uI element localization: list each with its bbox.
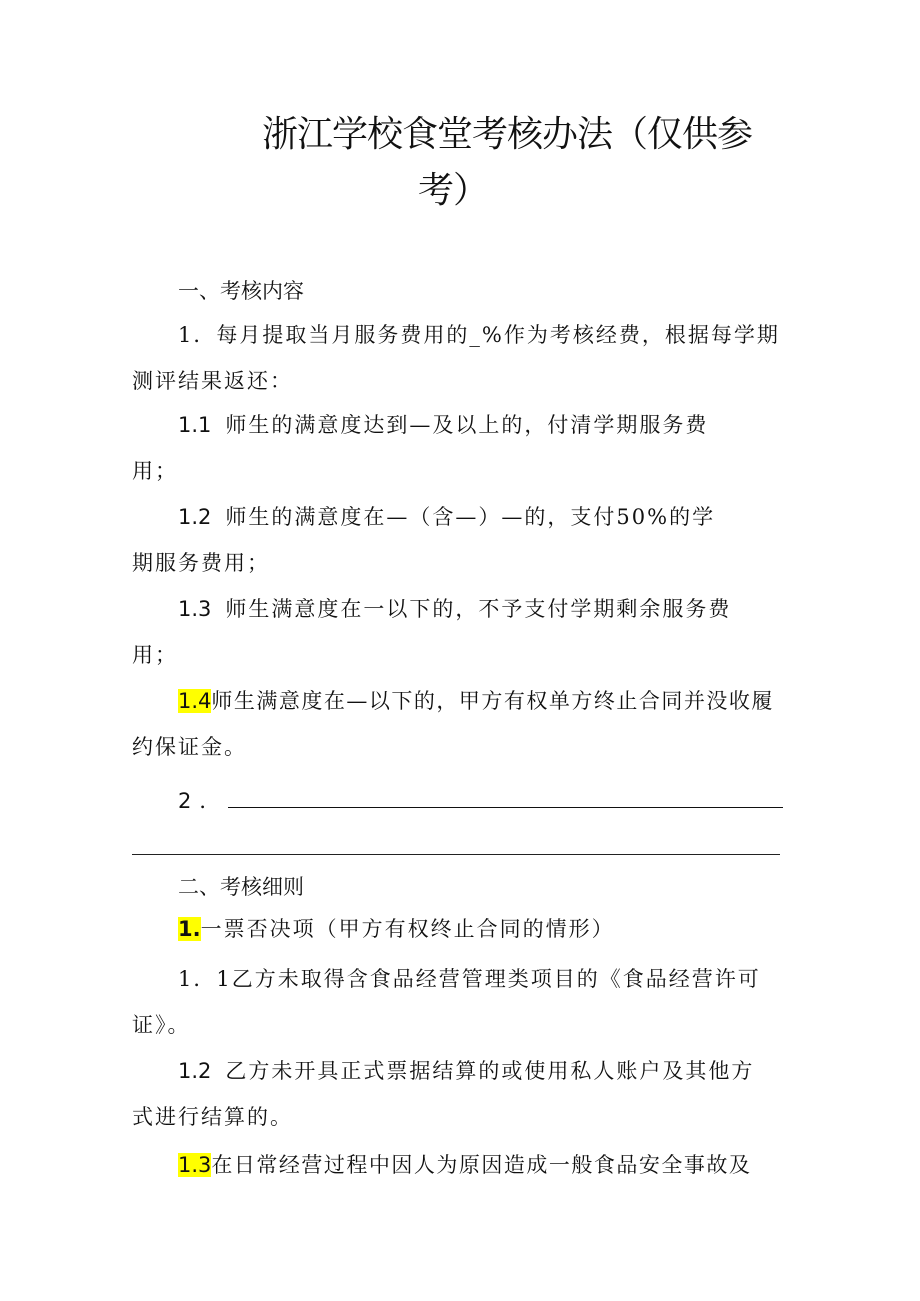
- s1-item14-num: 1.4: [178, 689, 212, 713]
- s2-item13-text: 在日常经营过程中因人为原因造成一般食品安全事故及: [211, 1153, 752, 1177]
- s1-item13-line2: 用；: [132, 643, 178, 667]
- s1-item12-num: 1.2: [178, 505, 212, 529]
- section2-heading: 二、考核细则: [178, 875, 304, 899]
- s2-item12-line1: [178, 1056, 754, 1086]
- s1-item12-line1: [178, 502, 715, 532]
- s1-item12-text: 师生的满意度在—（含—）—的，支付50%的学: [225, 505, 716, 529]
- s1-item2: [178, 786, 783, 816]
- s1-item14-line1: [178, 686, 774, 716]
- doc-title-line2: 考）: [418, 170, 489, 211]
- s1-item2-num: 2．: [178, 789, 229, 813]
- s1-item1-line1: 1．每月提取当月服务费用的_%作为考核经费，根据每学期: [178, 323, 780, 347]
- s1-item11-line2: 用；: [132, 459, 178, 483]
- s1-item13-text: 师生满意度在一以下的，不予支付学期剩余服务费: [225, 597, 732, 621]
- s2-item1-num: 1.: [178, 917, 201, 941]
- s2-item12-text: 乙方未开具正式票据结算的或使用私人账户及其他方: [225, 1059, 755, 1083]
- s2-item1: [178, 914, 615, 944]
- s2-item12-line2: 式进行结算的。: [132, 1105, 293, 1129]
- s2-item1-text: 一票否决项（甲方有权终止合同的情形）: [200, 917, 615, 941]
- s1-item14-line2: 约保证金。: [132, 735, 247, 759]
- s1-item13-num: 1.3: [178, 597, 212, 621]
- s1-item1-line2: 测评结果返还：: [132, 369, 293, 393]
- divider: [132, 854, 780, 855]
- s1-item12-line2: 期服务费用；: [132, 551, 270, 575]
- fill-in-blank: [228, 787, 783, 808]
- s1-item11-num: 1.1: [178, 413, 212, 437]
- s1-item14-text: 师生满意度在—以下的，甲方有权单方终止合同并没收履: [211, 689, 774, 713]
- s1-item11-line1: [178, 410, 708, 440]
- section1-heading: 一、考核内容: [178, 279, 304, 303]
- s1-item11-text: 师生的满意度达到—及以上的，付清学期服务费: [225, 413, 709, 437]
- s2-item11-line2: 证》。: [132, 1013, 191, 1037]
- s2-item12-num: 1.2: [178, 1059, 212, 1083]
- doc-title-line1: 浙江学校食堂考核办法（仅供参: [262, 114, 753, 155]
- s2-item13-line1: [178, 1150, 751, 1180]
- s1-item13-line1: [178, 594, 731, 624]
- s2-item11-line1: 1．1乙方未取得含食品经营管理类项目的《食品经营许可: [178, 967, 761, 991]
- s2-item13-num: 1.3: [178, 1153, 212, 1177]
